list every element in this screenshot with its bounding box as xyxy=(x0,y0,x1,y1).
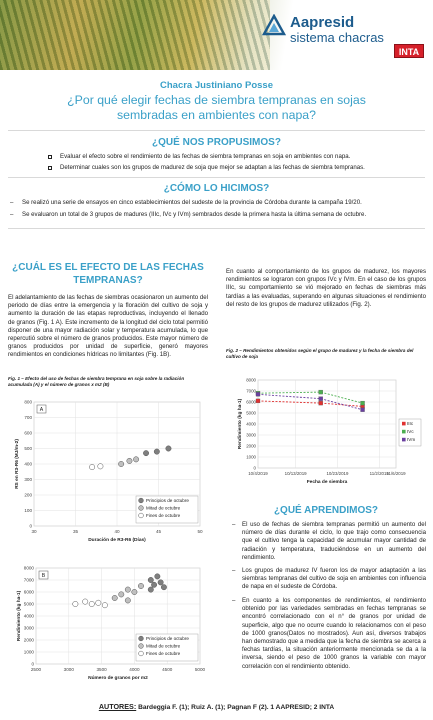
y-axis-label: Rendimiento (kg ha-1) xyxy=(238,398,243,450)
legend-marker xyxy=(402,438,406,442)
y-tick-label: 600 xyxy=(24,430,32,436)
data-point xyxy=(96,600,101,605)
y-tick-label: 3000 xyxy=(23,625,34,631)
x-tick-label: 4000 xyxy=(129,667,140,672)
divider xyxy=(8,228,425,229)
data-point xyxy=(319,397,323,401)
y-tick-label: 0 xyxy=(31,661,34,667)
objective-text: Evaluar el efecto sobre el rendimiento de las fechas de siembra tempranas en soja en ambientes con napa. xyxy=(60,153,351,160)
data-point xyxy=(256,399,260,403)
objectives-heading: ¿QUÉ NOS PROPUSIMOS? xyxy=(152,137,281,148)
data-point xyxy=(73,601,78,606)
y-tick-label: 100 xyxy=(24,508,32,514)
logo-title: Aapresid xyxy=(290,14,355,31)
y-tick-label: 200 xyxy=(24,492,32,498)
x-axis-label: Número de granos por m2 xyxy=(88,676,148,681)
objective-text: Determinar cuales son los grupos de madurez de soja que mejor se adaptan a las fechas de siembra tempranas. xyxy=(60,164,365,171)
y-tick-label: 5000 xyxy=(23,601,34,607)
checkbox-bullet-icon xyxy=(48,166,52,170)
x-tick-label: 40 xyxy=(114,529,120,534)
divider xyxy=(8,130,425,131)
x-tick-label: 2500 xyxy=(30,667,42,672)
data-point xyxy=(112,595,117,600)
data-point xyxy=(127,458,132,463)
data-point xyxy=(154,449,159,454)
y-tick-label: 0 xyxy=(29,523,32,529)
data-point xyxy=(125,598,130,603)
effect-heading-line-1: ¿CUÁL ES EL EFECTO DE LAS FECHAS xyxy=(12,262,204,273)
data-point xyxy=(102,603,107,608)
data-point xyxy=(143,450,148,455)
data-point xyxy=(89,464,94,469)
fig1-caption: Fig. 1 – Efecto del uso de fechas de siembra temprana en soja sobre la radiación acumulada (A) y el número de granos x m2 (B) xyxy=(8,376,185,387)
methods-heading: ¿CÓMO LO HICIMOS? xyxy=(163,183,270,194)
authors-label: AUTORES: xyxy=(98,702,137,711)
y-tick-label: 6000 xyxy=(246,399,256,405)
y-tick-label: 8000 xyxy=(246,377,256,383)
learned-item: – El uso de fechas de siembra tempranas permitió un aumento del número de días durante el ciclo, lo que trajo como consecuencia que el cultivo tenga la capacidad de acumular mayor cantidad de radiación y temperatura, traduciéndose en un aumento del rendimiento. xyxy=(232,521,426,561)
effect-heading-line-2: TEMPRANAS? xyxy=(73,275,143,286)
y-tick-label: 1000 xyxy=(246,454,256,460)
objective-item xyxy=(48,153,418,162)
legend-label: IVc xyxy=(407,429,414,434)
crop-field-photo xyxy=(0,0,270,70)
data-point xyxy=(133,457,138,462)
x-tick-label: 50 xyxy=(197,529,203,534)
legend-label: IVm xyxy=(407,437,416,442)
x-tick-label: 11/6/2019 xyxy=(386,471,406,476)
y-tick-label: 5000 xyxy=(246,410,256,416)
x-tick-label: 30 xyxy=(31,529,37,534)
y-tick-label: 8000 xyxy=(23,565,34,571)
data-point xyxy=(158,580,163,585)
x-axis-label: Fecha de siembra xyxy=(306,480,348,485)
data-point xyxy=(119,592,124,597)
y-tick-label: 7000 xyxy=(246,388,256,394)
legend-label: Mitad de octubre xyxy=(146,505,181,511)
x-tick-label: 45 xyxy=(155,529,162,534)
y-tick-label: 3000 xyxy=(246,432,256,438)
data-point xyxy=(166,446,171,451)
learned-item: – En cuanto a los componentes de rendimientos, el rendimiento obtenido por las variedades sembradas en fechas tempranas se encontró correlacionado con el n° de granos por unidad de superficie, algo que no ocurre cuando lo relacionamos con el peso de 1000 granos(Datos no mostrados). Aun así, diversos trabajos han demostrado que a medida que la fecha de siembra se acerca a fechas tardías, la situación anteriormente mencionada se da a la inversa, siendo el peso de 1000 granos la variable con mayor correlación con el rendimiento obtenido. xyxy=(232,597,426,670)
y-axis-label: Rendimiento (kg ha-1) xyxy=(17,590,22,642)
legend-label: Mitad de octubre xyxy=(146,643,181,649)
legend-marker xyxy=(139,513,144,518)
x-tick-label: 5000 xyxy=(194,667,206,672)
y-tick-label: 4000 xyxy=(23,613,34,619)
x-tick-label: 11/2/2019 xyxy=(369,471,389,476)
data-point xyxy=(83,599,88,604)
x-tick-label: 4500 xyxy=(162,667,173,672)
fig2-caption: Fig. 2 – Rendimientos obtenidos según el grupo de madurez y la fecha de siembra del cultivo de soja xyxy=(226,348,414,359)
legend-label: Principios de octubre xyxy=(146,498,189,503)
y-tick-label: 800 xyxy=(24,399,32,405)
data-point xyxy=(125,587,130,592)
authors-line xyxy=(0,702,433,711)
authors-names: Bardeggia F. (1); Ruiz A. (1); Pagnan F (2). 1 AAPRESID; 2 INTA xyxy=(138,704,335,711)
groups-paragraph: En cuanto al comportamiento de los grupos de madurez, los mayores rendimientos se lograron con grupos IVc y IVm. En el caso de los grupos IIIc, su comportamiento se vió mejorado en fechas de siembras más tardías a las evaluadas, superando en algunas situaciones el rendimiento del resto de los grupos de madurez utilizados (Fig. 2). xyxy=(226,268,426,308)
learned-heading: ¿QUÉ APRENDIMOS? xyxy=(273,505,379,516)
checkbox-bullet-icon xyxy=(48,155,52,159)
legend-marker xyxy=(402,422,406,426)
legend-label: Principios de octubre xyxy=(146,636,189,641)
x-tick-label: 3000 xyxy=(63,667,74,672)
method-text: Se evaluaron un total de 3 grupos de madures (IIIc, IVc y IVm) sembrados desde la primera hasta la última semana de octubre. xyxy=(22,211,367,218)
method-item: – Se evaluaron un total de 3 grupos de madures (IIIc, IVc y IVm) sembrados desde la primera hasta la última semana de octubre. xyxy=(10,211,367,218)
panel-label: B xyxy=(41,573,46,580)
data-point xyxy=(98,464,103,469)
x-tick-label: 10/23/2019 xyxy=(326,471,349,476)
legend-marker xyxy=(139,644,144,649)
y-tick-label: 4000 xyxy=(246,421,256,427)
fig1a-chart xyxy=(6,396,210,544)
data-point xyxy=(319,401,323,405)
data-point xyxy=(361,401,365,405)
logo-subtitle: sistema chacras xyxy=(290,30,384,45)
data-point xyxy=(148,577,153,582)
divider xyxy=(8,177,425,178)
fig2-chart xyxy=(228,372,428,492)
y-axis-label: RS en R3-R6 (MJ/m-2) xyxy=(15,439,20,489)
data-point xyxy=(161,585,166,590)
data-point xyxy=(151,582,156,587)
data-point xyxy=(89,601,94,606)
data-point xyxy=(361,408,365,412)
data-point xyxy=(319,390,323,394)
data-point xyxy=(132,589,137,594)
effect-heading xyxy=(8,261,208,287)
learned-text: El uso de fechas de siembra tempranas permitió un aumento del número de días durante el ciclo, lo que trajo como consecuencia que el cultivo tenga la capacidad de acumular mayor cantidad de radiación y temperatura, traduciéndose en un aumento del rendimiento. xyxy=(242,521,426,561)
objective-item xyxy=(48,164,418,173)
y-tick-label: 2000 xyxy=(23,637,34,643)
data-point xyxy=(148,587,153,592)
fig1b-chart xyxy=(6,562,210,686)
y-tick-label: 700 xyxy=(24,415,32,421)
inta-logo[interactable]: INTA xyxy=(394,44,424,58)
title-line-2: sembradas en ambientes con napa? xyxy=(117,108,316,122)
legend-marker xyxy=(139,506,144,511)
legend-label: IIIc xyxy=(407,421,414,426)
data-point xyxy=(256,392,260,396)
panel-label: A xyxy=(39,407,44,414)
legend-label: Fines de octubre xyxy=(146,651,181,656)
method-text: Se realizó una serie de ensayos en cinco establecimientos del sudeste de la provincia de Córdoba durante la campaña 19/20. xyxy=(22,199,362,206)
y-tick-label: 300 xyxy=(24,477,32,483)
x-tick-label: 10/4/2019 xyxy=(248,471,268,476)
y-tick-label: 7000 xyxy=(23,577,34,583)
chacra-name: Chacra Justiniano Posse xyxy=(160,80,273,91)
method-item: – Se realizó una serie de ensayos en cinco establecimientos del sudeste de la provincia de Córdoba durante la campaña 19/20. xyxy=(10,199,362,206)
data-point xyxy=(155,574,160,579)
effect-paragraph: El adelantamiento de las fechas de siembras ocasionaron un aumento del periodo de días entre la emergencia y la floración del cultivo de soja y aumento la duración de las etapas reproductivas, incluyendo el llenado de granos (Fig. 1 A). Este incremento de la longitud del ciclo total permitió disponer de una mayor radiación solar y temperatura acumulada, lo que repercutió sobre el número de granos producidos. Este mayor número de granos producidos por unidad de superficie, generó mayores rendimientos en condiciones hídricas no limitantes (Fig. 1B). xyxy=(8,294,208,359)
data-point xyxy=(138,583,143,588)
y-tick-label: 6000 xyxy=(23,589,34,595)
y-tick-label: 2000 xyxy=(246,443,256,449)
legend-marker xyxy=(139,498,144,503)
legend-marker xyxy=(139,636,144,641)
legend-marker xyxy=(402,430,406,434)
data-point xyxy=(118,461,123,466)
legend-marker xyxy=(139,651,144,656)
legend-label: Fines de octubre xyxy=(146,513,181,518)
aapresid-logo[interactable] xyxy=(262,12,422,48)
y-tick-label: 500 xyxy=(24,446,32,452)
learned-text: En cuanto a los componentes de rendimientos, el rendimiento obtenido por las variedades sembradas en fechas tempranas se encontró correlacionado con el n° de granos por unidad de superficie, algo que no ocurre cuando lo relacionamos con el peso de 1000 granos(Datos no mostrados). Aun así, diversos trabajos han demostrado que a medida que la fecha de siembra se acerca a fechas tardías, la situación anteriormente mencionada se da a la inversa, siendo el peso de 1000 granos la variable con mayor correlación con el rendimiento obtenido. xyxy=(242,597,426,670)
y-tick-label: 1000 xyxy=(23,649,34,655)
aapresid-logo-icon xyxy=(262,14,286,38)
learned-text: Los grupos de madurez IV fueron los de mayor adaptación a las siembras tempranas del cultivo de soja en ambientes con influencia de napa en el sudeste de Córdoba. xyxy=(242,567,426,591)
x-axis-label: Duración de R3-R6 (Días) xyxy=(88,538,146,543)
x-tick-label: 3500 xyxy=(96,667,107,672)
title-line-1: ¿Por qué elegir fechas de siembra tempranas en sojas xyxy=(67,93,366,107)
x-tick-label: 10/13/2019 xyxy=(284,471,307,476)
learned-item: – Los grupos de madurez IV fueron los de mayor adaptación a las siembras tempranas del cultivo de soja en ambientes con influencia de napa en el sudeste de Córdoba. xyxy=(232,567,426,591)
poster-title xyxy=(30,93,403,123)
y-tick-label: 400 xyxy=(24,461,32,467)
x-tick-label: 35 xyxy=(72,529,79,534)
y-tick-label: 0 xyxy=(253,465,256,471)
